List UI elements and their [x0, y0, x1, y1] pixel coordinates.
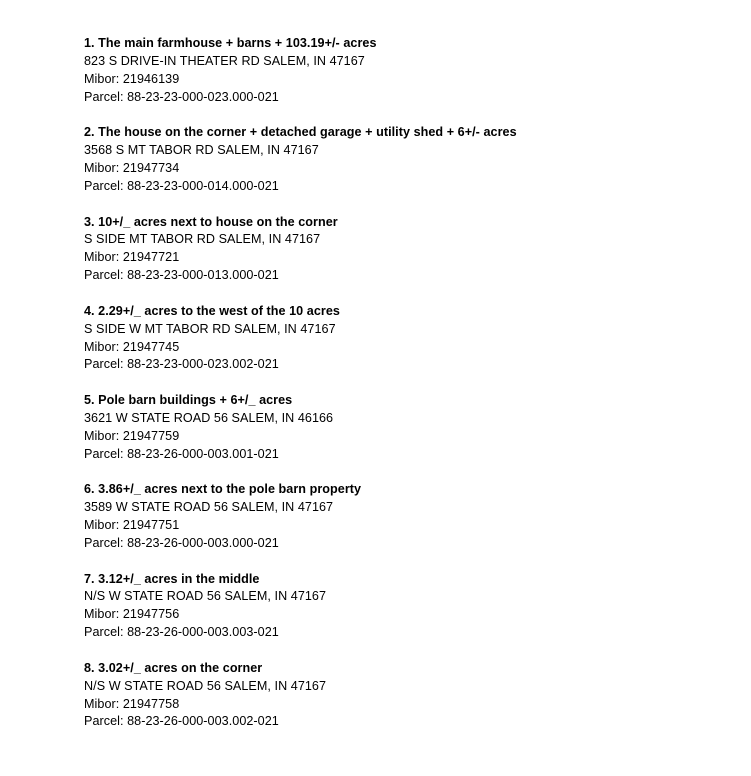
listing-entry	[84, 481, 724, 553]
listing-address: N/S W STATE ROAD 56 SALEM, IN 47167	[84, 678, 327, 693]
listing-address: 3621 W STATE ROAD 56 SALEM, IN 46166	[84, 410, 334, 425]
listing-title: 6. 3.86+/_ acres next to the pole barn property	[84, 482, 362, 497]
listing-mibor: Mibor: 21947751	[84, 518, 180, 533]
listing-title: 2. The house on the corner + detached garage + utility shed + 6+/- acres	[84, 125, 517, 140]
listing-mibor: Mibor: 21947759	[84, 428, 180, 443]
listing-parcel: Parcel: 88-23-23-000-013.000-021	[84, 268, 279, 283]
property-listings-document	[84, 35, 724, 749]
listing-entry	[84, 303, 724, 375]
listing-address: 3589 W STATE ROAD 56 SALEM, IN 47167	[84, 500, 334, 515]
listing-parcel: Parcel: 88-23-23-000-023.000-021	[84, 89, 279, 104]
listing-parcel: Parcel: 88-23-26-000-003.001-021	[84, 446, 279, 461]
listing-entry	[84, 660, 724, 732]
listing-entry	[84, 35, 724, 107]
listing-title: 5. Pole barn buildings + 6+/_ acres	[84, 393, 293, 407]
listing-address: N/S W STATE ROAD 56 SALEM, IN 47167	[84, 589, 327, 604]
listing-parcel: Parcel: 88-23-23-000-014.000-021	[84, 178, 279, 193]
listing-title: 4. 2.29+/_ acres to the west of the 10 acres	[84, 303, 340, 318]
listing-title: 1. The main farmhouse + barns + 103.19+/- acres	[84, 36, 377, 50]
listing-mibor: Mibor: 21947756	[84, 607, 180, 622]
listing-entry	[84, 214, 724, 286]
listing-mibor: Mibor: 21947721	[84, 250, 180, 265]
listing-address: 3568 S MT TABOR RD SALEM, IN 47167	[84, 143, 319, 158]
listing-entry	[84, 124, 724, 196]
listing-entry	[84, 571, 724, 643]
listing-mibor: Mibor: 21947758	[84, 696, 180, 711]
listing-address: S SIDE MT TABOR RD SALEM, IN 47167	[84, 232, 321, 247]
listing-address: 823 S DRIVE-IN THEATER RD SALEM, IN 47167	[84, 53, 365, 68]
listing-entry	[84, 392, 724, 464]
listing-mibor: Mibor: 21947734	[84, 161, 180, 176]
listing-parcel: Parcel: 88-23-23-000-023.002-021	[84, 357, 279, 372]
listing-title: 7. 3.12+/_ acres in the middle	[84, 571, 260, 586]
listing-title: 8. 3.02+/_ acres on the corner	[84, 660, 263, 675]
listing-mibor: Mibor: 21947745	[84, 339, 180, 354]
listing-address: S SIDE W MT TABOR RD SALEM, IN 47167	[84, 321, 336, 336]
listing-parcel: Parcel: 88-23-26-000-003.003-021	[84, 625, 279, 640]
listing-title: 3. 10+/_ acres next to house on the corner	[84, 214, 338, 229]
listing-parcel: Parcel: 88-23-26-000-003.002-021	[84, 714, 279, 729]
listing-parcel: Parcel: 88-23-26-000-003.000-021	[84, 535, 279, 550]
listing-mibor: Mibor: 21946139	[84, 71, 180, 86]
